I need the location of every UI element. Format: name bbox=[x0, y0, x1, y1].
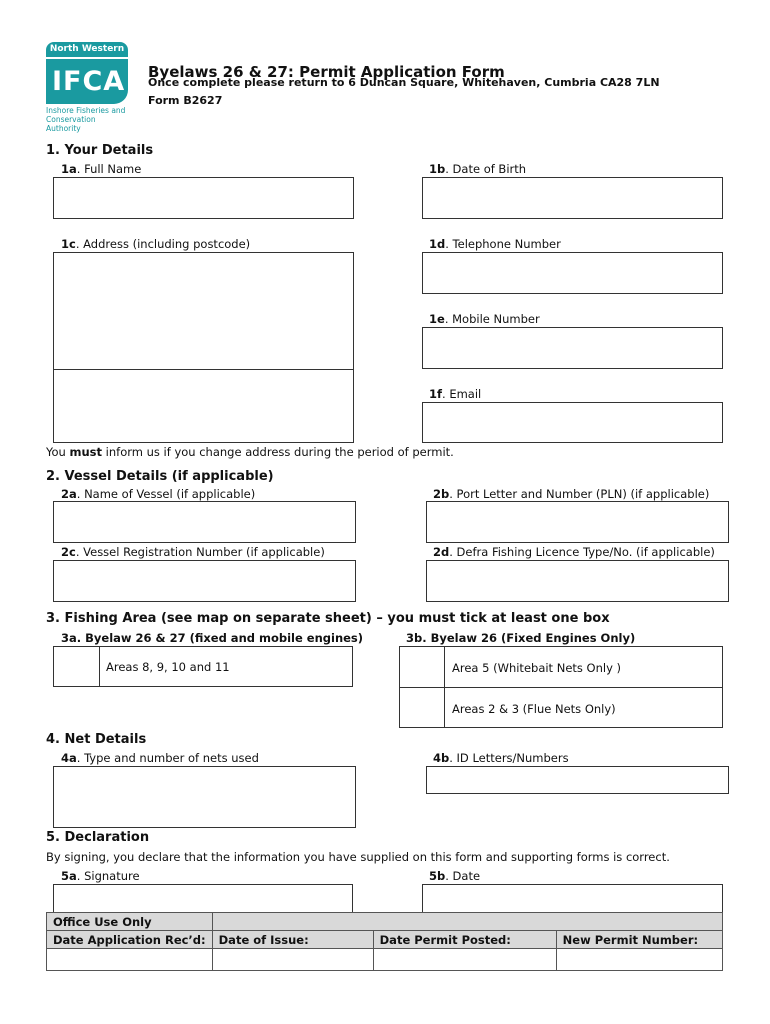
mobile-field[interactable] bbox=[422, 327, 723, 369]
area-2-3-checkbox[interactable] bbox=[400, 688, 445, 727]
form-number: Form B2627 bbox=[148, 94, 223, 107]
label-2b: 2b. Port Letter and Number (PLN) (if applicable) bbox=[433, 487, 710, 501]
vessel-name-field[interactable] bbox=[53, 501, 356, 543]
logo-sub-text-1: Inshore Fisheries and bbox=[46, 106, 126, 115]
return-address: Once complete please return to 6 Duncan Square, Whitehaven, Cumbria CA28 7LN bbox=[148, 76, 660, 89]
office-title-row bbox=[47, 913, 723, 931]
section-5-heading: 5. Declaration bbox=[46, 830, 150, 845]
label-5b: 5b. Date bbox=[429, 869, 481, 883]
date-of-birth-field[interactable] bbox=[422, 177, 723, 219]
label-3a: 3a. Byelaw 26 & 27 (fixed and mobile engines) bbox=[61, 631, 364, 645]
date-received-cell[interactable] bbox=[47, 949, 213, 971]
permit-number-cell[interactable] bbox=[556, 949, 722, 971]
col-date-posted: Date Permit Posted: bbox=[373, 931, 556, 949]
office-title-spacer bbox=[212, 913, 722, 931]
label-4b: 4b. ID Letters/Numbers bbox=[433, 751, 569, 765]
area-3a-label: Areas 8, 9, 10 and 11 bbox=[106, 660, 230, 674]
address-field[interactable] bbox=[53, 252, 354, 443]
office-use-title: Office Use Only bbox=[47, 913, 213, 931]
signature-field[interactable] bbox=[53, 884, 353, 914]
area-3a-checkbox[interactable] bbox=[54, 647, 100, 686]
office-header-row bbox=[47, 931, 723, 949]
full-name-field[interactable] bbox=[53, 177, 354, 219]
address-change-notice: You must inform us if you change address during the period of permit. bbox=[46, 445, 454, 459]
label-2c: 2c. Vessel Registration Number (if applicable) bbox=[61, 545, 325, 559]
label-1a: 1a. Full Name bbox=[61, 162, 142, 176]
col-date-issue: Date of Issue: bbox=[212, 931, 373, 949]
label-1b: 1b. Date of Birth bbox=[429, 162, 527, 176]
office-use-table bbox=[46, 912, 723, 971]
label-5a: 5a. Signature bbox=[61, 869, 140, 883]
office-entry-row bbox=[47, 949, 723, 971]
form-title: Byelaws 26 & 27: Permit Application Form bbox=[148, 63, 505, 81]
net-type-field[interactable] bbox=[53, 766, 356, 828]
date-posted-cell[interactable] bbox=[373, 949, 556, 971]
id-letters-field[interactable] bbox=[426, 766, 729, 794]
email-field[interactable] bbox=[422, 402, 723, 443]
date-issue-cell[interactable] bbox=[212, 949, 373, 971]
area-5-label: Area 5 (Whitebait Nets Only ) bbox=[452, 661, 622, 675]
section-2-heading: 2. Vessel Details (if applicable) bbox=[46, 469, 274, 484]
telephone-field[interactable] bbox=[422, 252, 723, 294]
area-2-3-row bbox=[399, 687, 723, 728]
label-2a: 2a. Name of Vessel (if applicable) bbox=[61, 487, 256, 501]
logo-top-text: North Western bbox=[46, 42, 128, 57]
logo-main-text: IFCA bbox=[46, 59, 128, 104]
ifca-logo bbox=[46, 42, 128, 133]
section-3-heading: 3. Fishing Area (see map on separate sheet) – you must tick at least one box bbox=[46, 611, 610, 626]
declaration-date-field[interactable] bbox=[422, 884, 723, 914]
label-1e: 1e. Mobile Number bbox=[429, 312, 540, 326]
label-1c: 1c. Address (including postcode) bbox=[61, 237, 251, 251]
logo-sub-text-2: Conservation Authority bbox=[46, 115, 96, 133]
defra-licence-field[interactable] bbox=[426, 560, 729, 602]
area-3a-row bbox=[53, 646, 353, 687]
area-2-3-label: Areas 2 & 3 (Flue Nets Only) bbox=[452, 702, 616, 716]
area-5-row bbox=[399, 646, 723, 688]
area-5-checkbox[interactable] bbox=[400, 647, 445, 687]
label-4a: 4a. Type and number of nets used bbox=[61, 751, 259, 765]
pln-field[interactable] bbox=[426, 501, 729, 543]
address-divider bbox=[54, 369, 353, 370]
label-1d: 1d. Telephone Number bbox=[429, 237, 561, 251]
section-1-heading: 1. Your Details bbox=[46, 143, 154, 158]
col-permit-number: New Permit Number: bbox=[556, 931, 722, 949]
label-3b: 3b. Byelaw 26 (Fixed Engines Only) bbox=[406, 631, 636, 645]
vessel-registration-field[interactable] bbox=[53, 560, 356, 602]
label-1f: 1f. Email bbox=[429, 387, 482, 401]
section-4-heading: 4. Net Details bbox=[46, 732, 147, 747]
label-2d: 2d. Defra Fishing Licence Type/No. (if applicable) bbox=[433, 545, 715, 559]
declaration-statement: By signing, you declare that the information you have supplied on this form and supporting forms is correct. bbox=[46, 850, 670, 864]
col-date-received: Date Application Rec’d: bbox=[47, 931, 213, 949]
